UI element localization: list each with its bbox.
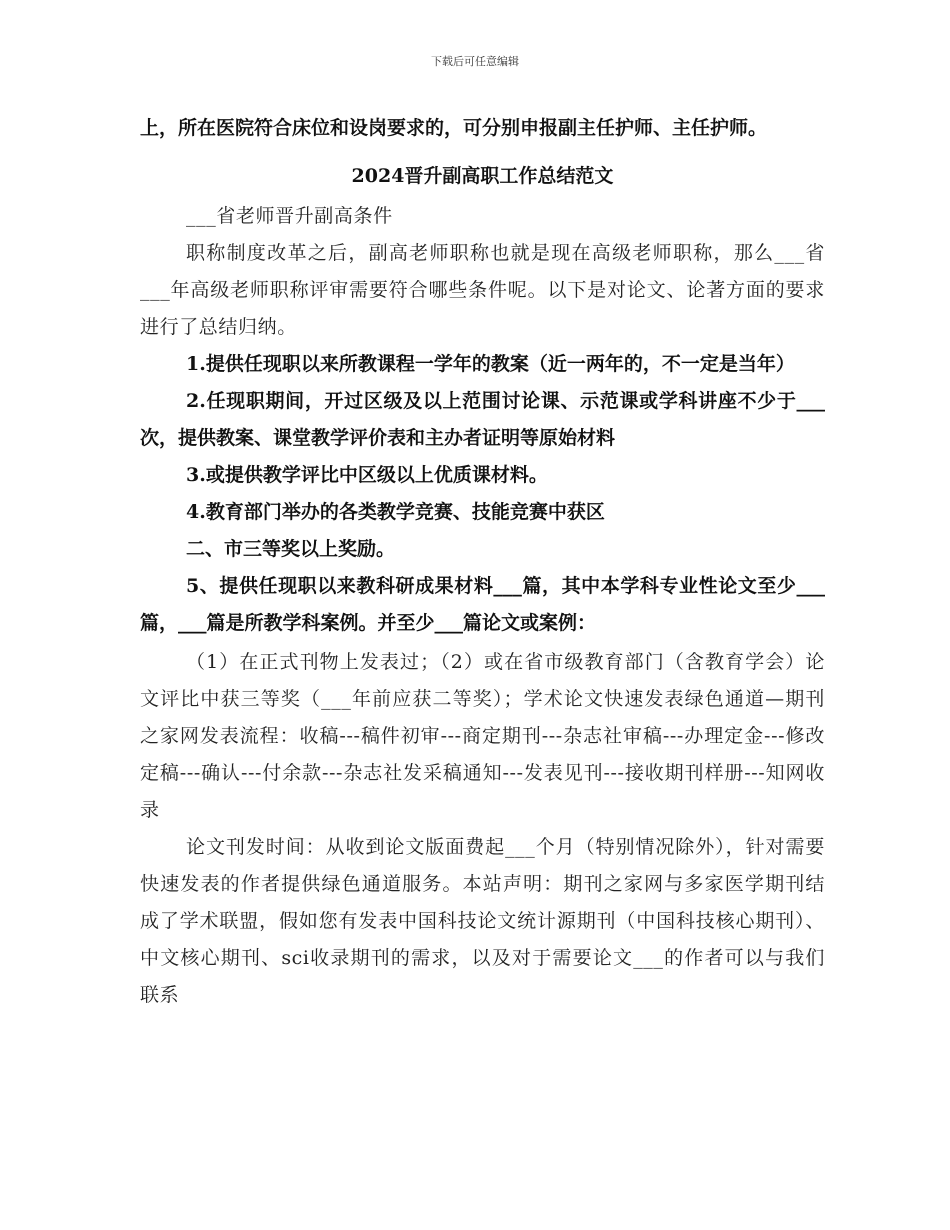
document-title: 2024晋升副高职工作总结范文 [351,165,614,187]
paragraph-item-2: 2.任现职期间，开过区级及以上范围讨论课、示范课或学科讲座不少于___次，提供教案、课堂教学评价表和主办者证明等原始材料 [140,390,825,449]
paragraph-item-5: 5、提供任现职以来教科研成果材料___篇，其中本学科专业性论文至少___篇，___篇是所教学科案例。并至少___篇论文或案例： [140,575,825,634]
paragraph-item-3: 3.或提供教学评比中区级以上优质课材料。 [186,464,548,486]
paragraph-continuation: 上，所在医院符合床位和设岗要求的，可分别申报副主任护师、主任护师。 [140,117,768,139]
paragraph-publish-time: 论文刊发时间：从收到论文版面费起___个月（特别情况除外），针对需要快速发表的作者提供绿色通道服务。本站声明：期刊之家网与多家医学期刊结成了学术联盟，假如您有发表中国科技论文统计源期刊（中国科技核心期刊）、中文核心期刊、sci收录期刊的需求，以及对于需要论文___的作者可以与我们联系 [140,836,825,1006]
paragraph-item-1: 1.提供任现职以来所教课程一学年的教案（近一两年的，不一定是当年） [186,353,795,375]
paragraph-item-4b: 二、市三等奖以上奖励。 [186,538,396,560]
paragraph-intro: 职称制度改革之后，副高老师职称也就是现在高级老师职称，那么___省___年高级老师职称评审需要符合哪些条件呢。以下是对论文、论著方面的要求进行了总结归纳。 [140,242,825,338]
page-header: 下载后可任意编辑 [431,55,519,68]
paragraph-subtitle: ___省老师晋升副高条件 [186,205,393,227]
paragraph-item-4: 4.教育部门举办的各类教学竞赛、技能竞赛中获区 [186,501,605,523]
paragraph-publishing: （1）在正式刊物上发表过；（2）或在省市级教育部门（含教育学会）论文评比中获三等奖（___年前应获二等奖）；学术论文快速发表绿色通道—期刊之家网发表流程：收稿---稿件初审---商定期刊---杂志社审稿---办理定金---修改定稿---确认---付余款---杂志社发采稿通知---发表见刊---接收期刊样册---知网收录 [140,651,825,821]
document-body [140,110,825,1014]
